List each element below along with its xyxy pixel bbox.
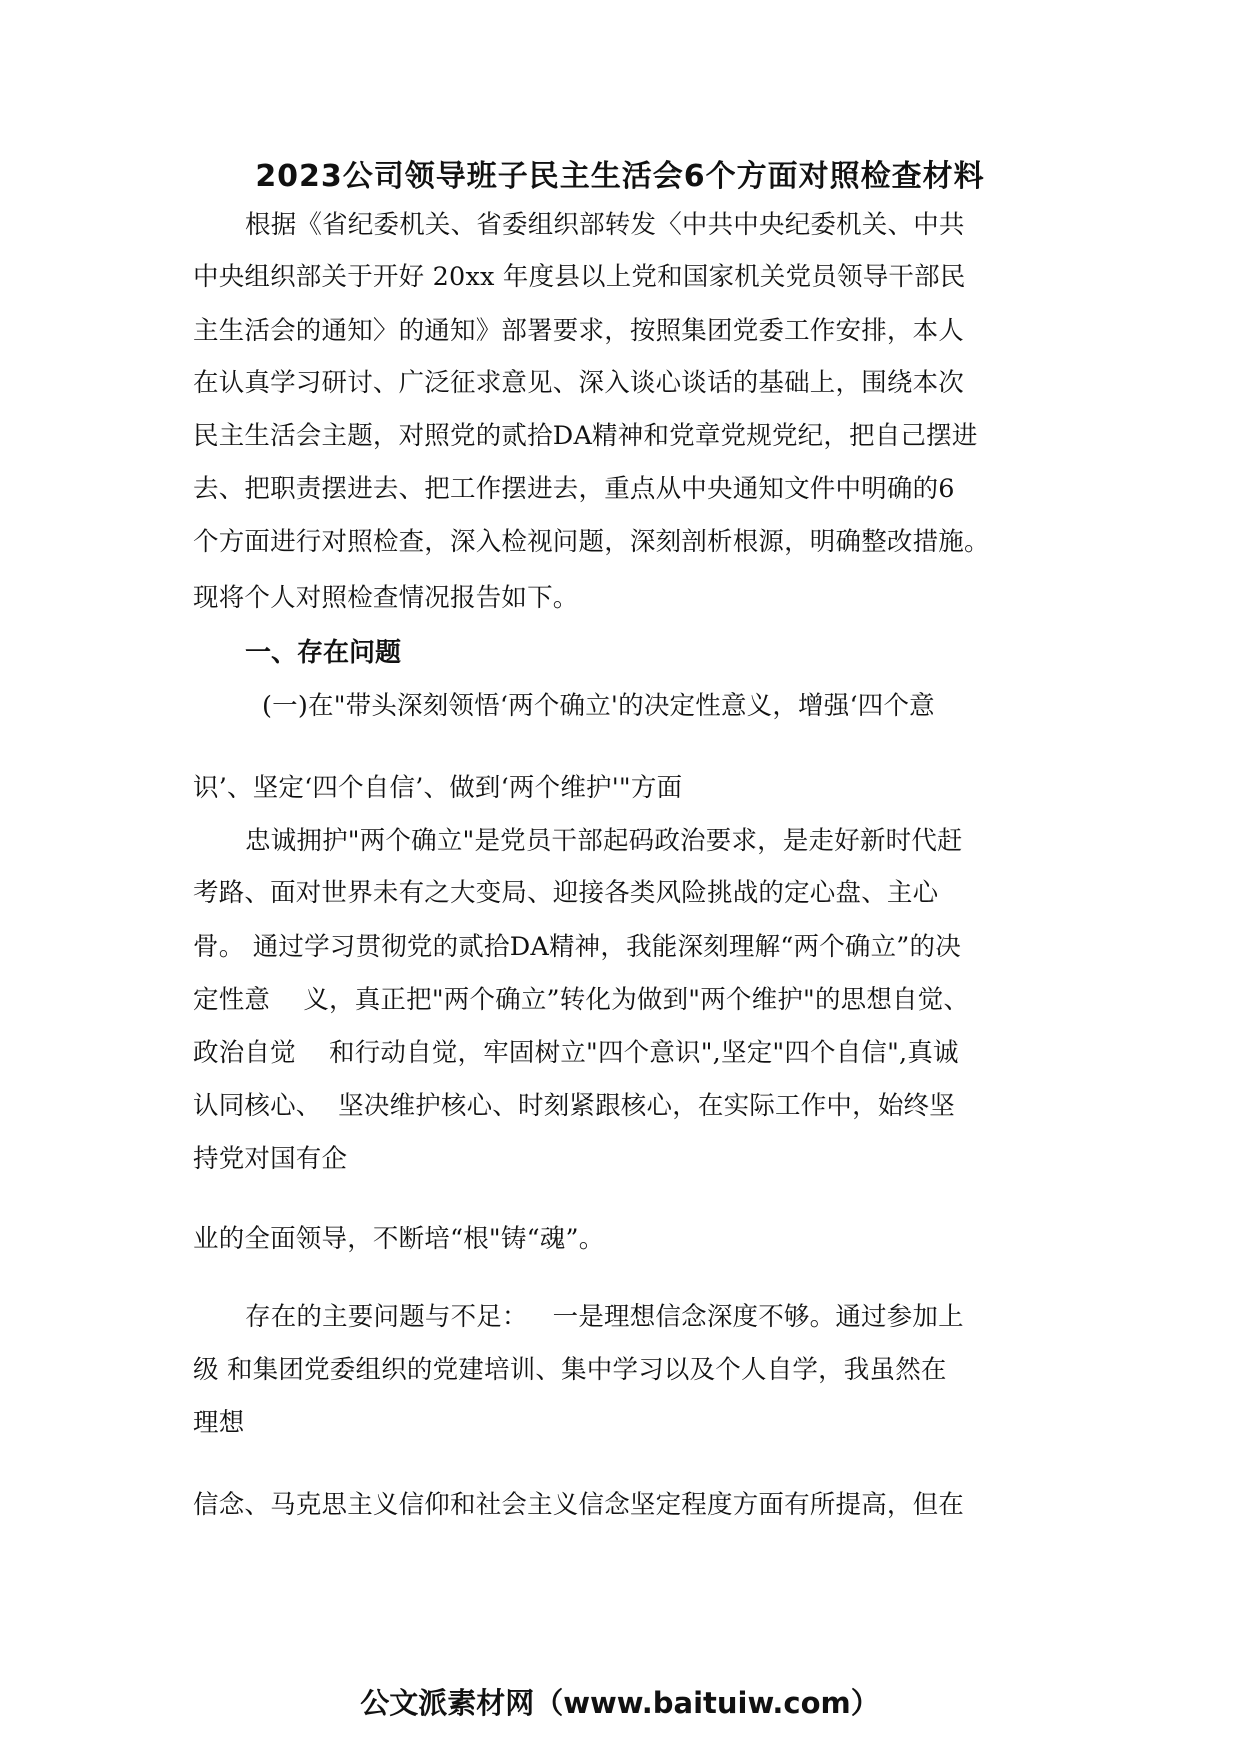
subsection-line-1: (一)在"带头深刻领悟‘两个确立'的决定性意义，增强‘四个意 (262, 691, 935, 721)
paragraph2-line-3: 理想 (193, 1408, 245, 1438)
document-title: 2023公司领导班子民主生活会6个方面对照检查材料 (255, 159, 985, 194)
intro-line-1: 根据《省纪委机关、省委组织部转发〈中共中央纪委机关、中共 (245, 210, 965, 240)
paragraph2-line-1: 存在的主要问题与不足： 一是理想信念深度不够。通过参加上 (245, 1302, 964, 1332)
footer-source: 公文派素材网（www.baituiw.com） (360, 1686, 880, 1720)
intro-line-2: 中央组织部关于开好 20xx 年度县以上党和国家机关党员领导干部民 (193, 262, 966, 292)
paragraph1-line-2: 考路、面对世界未有之大变局、迎接各类风险挑战的定心盘、主心 (193, 878, 939, 908)
paragraph1-line-8: 业的全面领导，不断培“根"铸“魂”。 (193, 1224, 605, 1254)
subsection-line-2: 识’、坚定‘四个自信’、做到‘两个维护'"方面 (193, 773, 683, 803)
paragraph1-line-6: 认同核心、 坚决维护核心、时刻紧跟核心，在实际工作中，始终坚 (193, 1091, 955, 1121)
intro-line-3: 主生活会的通知〉的通知》部署要求，按照集团党委工作安排，本人 (193, 316, 965, 346)
intro-line-5: 民主生活会主题，对照党的贰拾DA精神和党章党规党纪，把自己摆进 (193, 421, 978, 451)
paragraph1-line-5: 政治自觉 和行动自觉，牢固树立"四个意识",坚定"四个自信",真诚 (193, 1038, 959, 1068)
intro-line-4: 在认真学习研讨、广泛征求意见、深入谈心谈话的基础上，围绕本次 (193, 368, 965, 398)
intro-line-8: 现将个人对照检查情况报告如下。 (193, 583, 579, 613)
paragraph2-line-2: 级 和集团党委组织的党建培训、集中学习以及个人自学，我虽然在 (193, 1355, 947, 1385)
intro-line-6: 去、把职责摆进去、把工作摆进去，重点从中央通知文件中明确的6 (193, 474, 955, 504)
paragraph1-line-7: 持党对国有企 (193, 1144, 348, 1174)
paragraph1-line-1: 忠诚拥护"两个确立"是党员干部起码政治要求，是走好新时代赶 (245, 826, 963, 856)
section-heading: 一、存在问题 (245, 638, 402, 668)
paragraph1-line-3: 骨。 通过学习贯彻党的贰拾DA精神，我能深刻理解“两个确立”的决 (193, 932, 961, 962)
paragraph2-line-4: 信念、马克思主义信仰和社会主义信念坚定程度方面有所提高，但在 (193, 1490, 965, 1520)
intro-line-7: 个方面进行对照检查，深入检视问题，深刻剖析根源，明确整改措施。 (193, 527, 990, 557)
paragraph1-line-4: 定性意 义，真正把"两个确立”转化为做到"两个维护"的思想自觉、 (193, 985, 970, 1015)
